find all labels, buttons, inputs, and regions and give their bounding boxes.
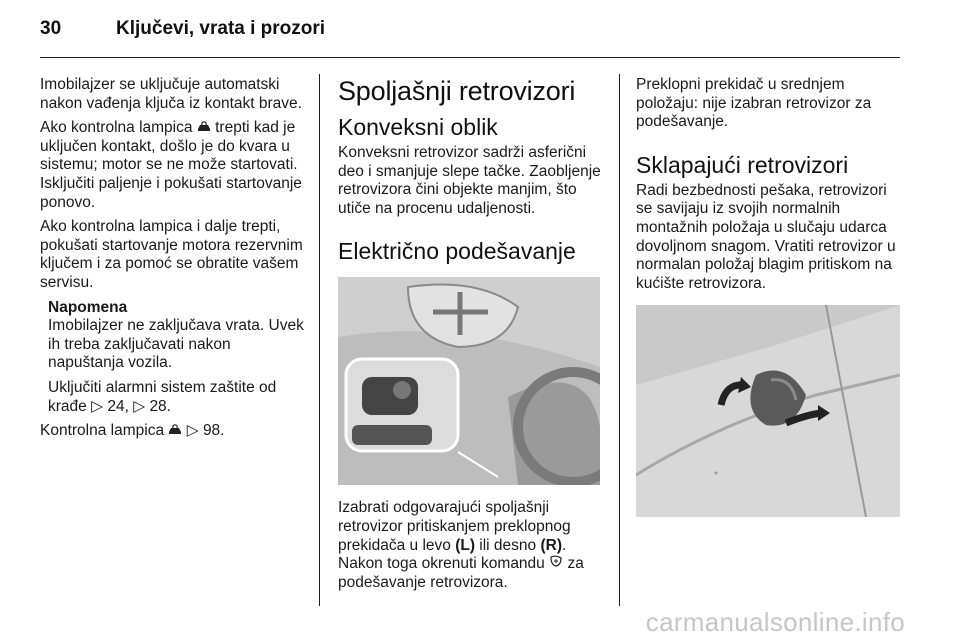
watermark: carmanualsonline.info: [645, 607, 905, 637]
page-ref-link[interactable]: 24,: [107, 397, 129, 415]
car-lock-lamp-icon: [197, 119, 211, 138]
note-paragraph-2: Uključiti alarmni sistem zaštite od krađe ▷ 24, ▷ 28.: [48, 378, 277, 415]
left-switch-label: (L): [455, 536, 475, 554]
convex-paragraph: Konveksni retrovizor sadrži asferični deo i smanjuje slepe tačke. Zaobljenje retrovizora čini objekte manjim, što utiče na procenu udaljenosti.: [338, 144, 601, 217]
electric-adjust-paragraph: Izabrati odgovarajući spoljašnji retrovizor pritiskanjem preklopnog prekidača u levo (L) ili desno (R). Nakon toga okrenuti komandu za podešavanje retrovizora.: [338, 499, 584, 591]
column-middle: [338, 76, 606, 598]
subsection-title-convex: Konveksni oblik: [338, 114, 498, 140]
page-ref-link[interactable]: 98.: [202, 422, 225, 440]
column-right: [636, 76, 904, 531]
subsection-title-folding: Sklapajući retrovizori: [636, 151, 849, 178]
column-divider-2: [619, 74, 620, 606]
center-position-paragraph: Preklopni prekidač u srednjem položaju: nije izabran retrovizor za podešavanje.: [636, 76, 872, 131]
note-paragraph-1: Imobilajzer ne zaključava vrata. Uvek ih treba zaključavati nakon napuštanja vozila.: [48, 317, 304, 372]
page-header: [40, 18, 325, 40]
car-lock-lamp-icon: [168, 422, 182, 441]
lamp-still-flashing-paragraph: Ako kontrolna lampica i dalje trepti, pokušati startovanje motora rezervnim ključem i za pomoć se obratite vašem servisu.: [40, 218, 303, 291]
header-rule: [40, 57, 900, 58]
page-ref-link[interactable]: 28.: [149, 397, 171, 415]
lamp-reference-paragraph: Kontrolna lampica ▷ 98.: [40, 422, 225, 440]
page-number: 30: [40, 18, 62, 39]
subsection-title-electric: Električno podešavanje: [338, 238, 576, 265]
immobilizer-paragraph: Imobilajzer se uključuje automatski nakon vađenja ključa iz kontakt brave.: [40, 76, 302, 112]
folding-paragraph: Radi bezbednosti pešaka, retrovizori se savijaju iz svojih normalnih montažnih položaja u slučaju udarca dovoljnom snagom. Vratiti retrovizor u normalan položaj blagim pritiskom na kućište retrovizora.: [636, 181, 896, 292]
mirror-control-illustration: [338, 277, 600, 485]
right-switch-label: (R): [540, 536, 563, 554]
chapter-title: Ključevi, vrata i prozori: [116, 18, 326, 39]
section-title: Spoljašnji retrovizori: [338, 76, 576, 106]
column-left: [40, 76, 308, 447]
ref-arrow-icon: ▷: [91, 397, 104, 415]
column-divider-1: [319, 74, 320, 606]
lamp-flash-paragraph: Ako kontrolna lampica trepti kad je uključen kontakt, došlo je do kvara u sistemu; motor se ne može startovati. Isključiti paljenje i pokušati startovanje ponovo.: [40, 119, 302, 211]
folding-mirror-illustration: [636, 305, 900, 517]
note-heading: Napomena: [48, 298, 128, 316]
mirror-knob-icon: [549, 555, 563, 574]
ref-arrow-icon: ▷: [133, 397, 146, 415]
ref-arrow-icon: ▷: [186, 422, 199, 440]
note-block: [40, 299, 308, 417]
